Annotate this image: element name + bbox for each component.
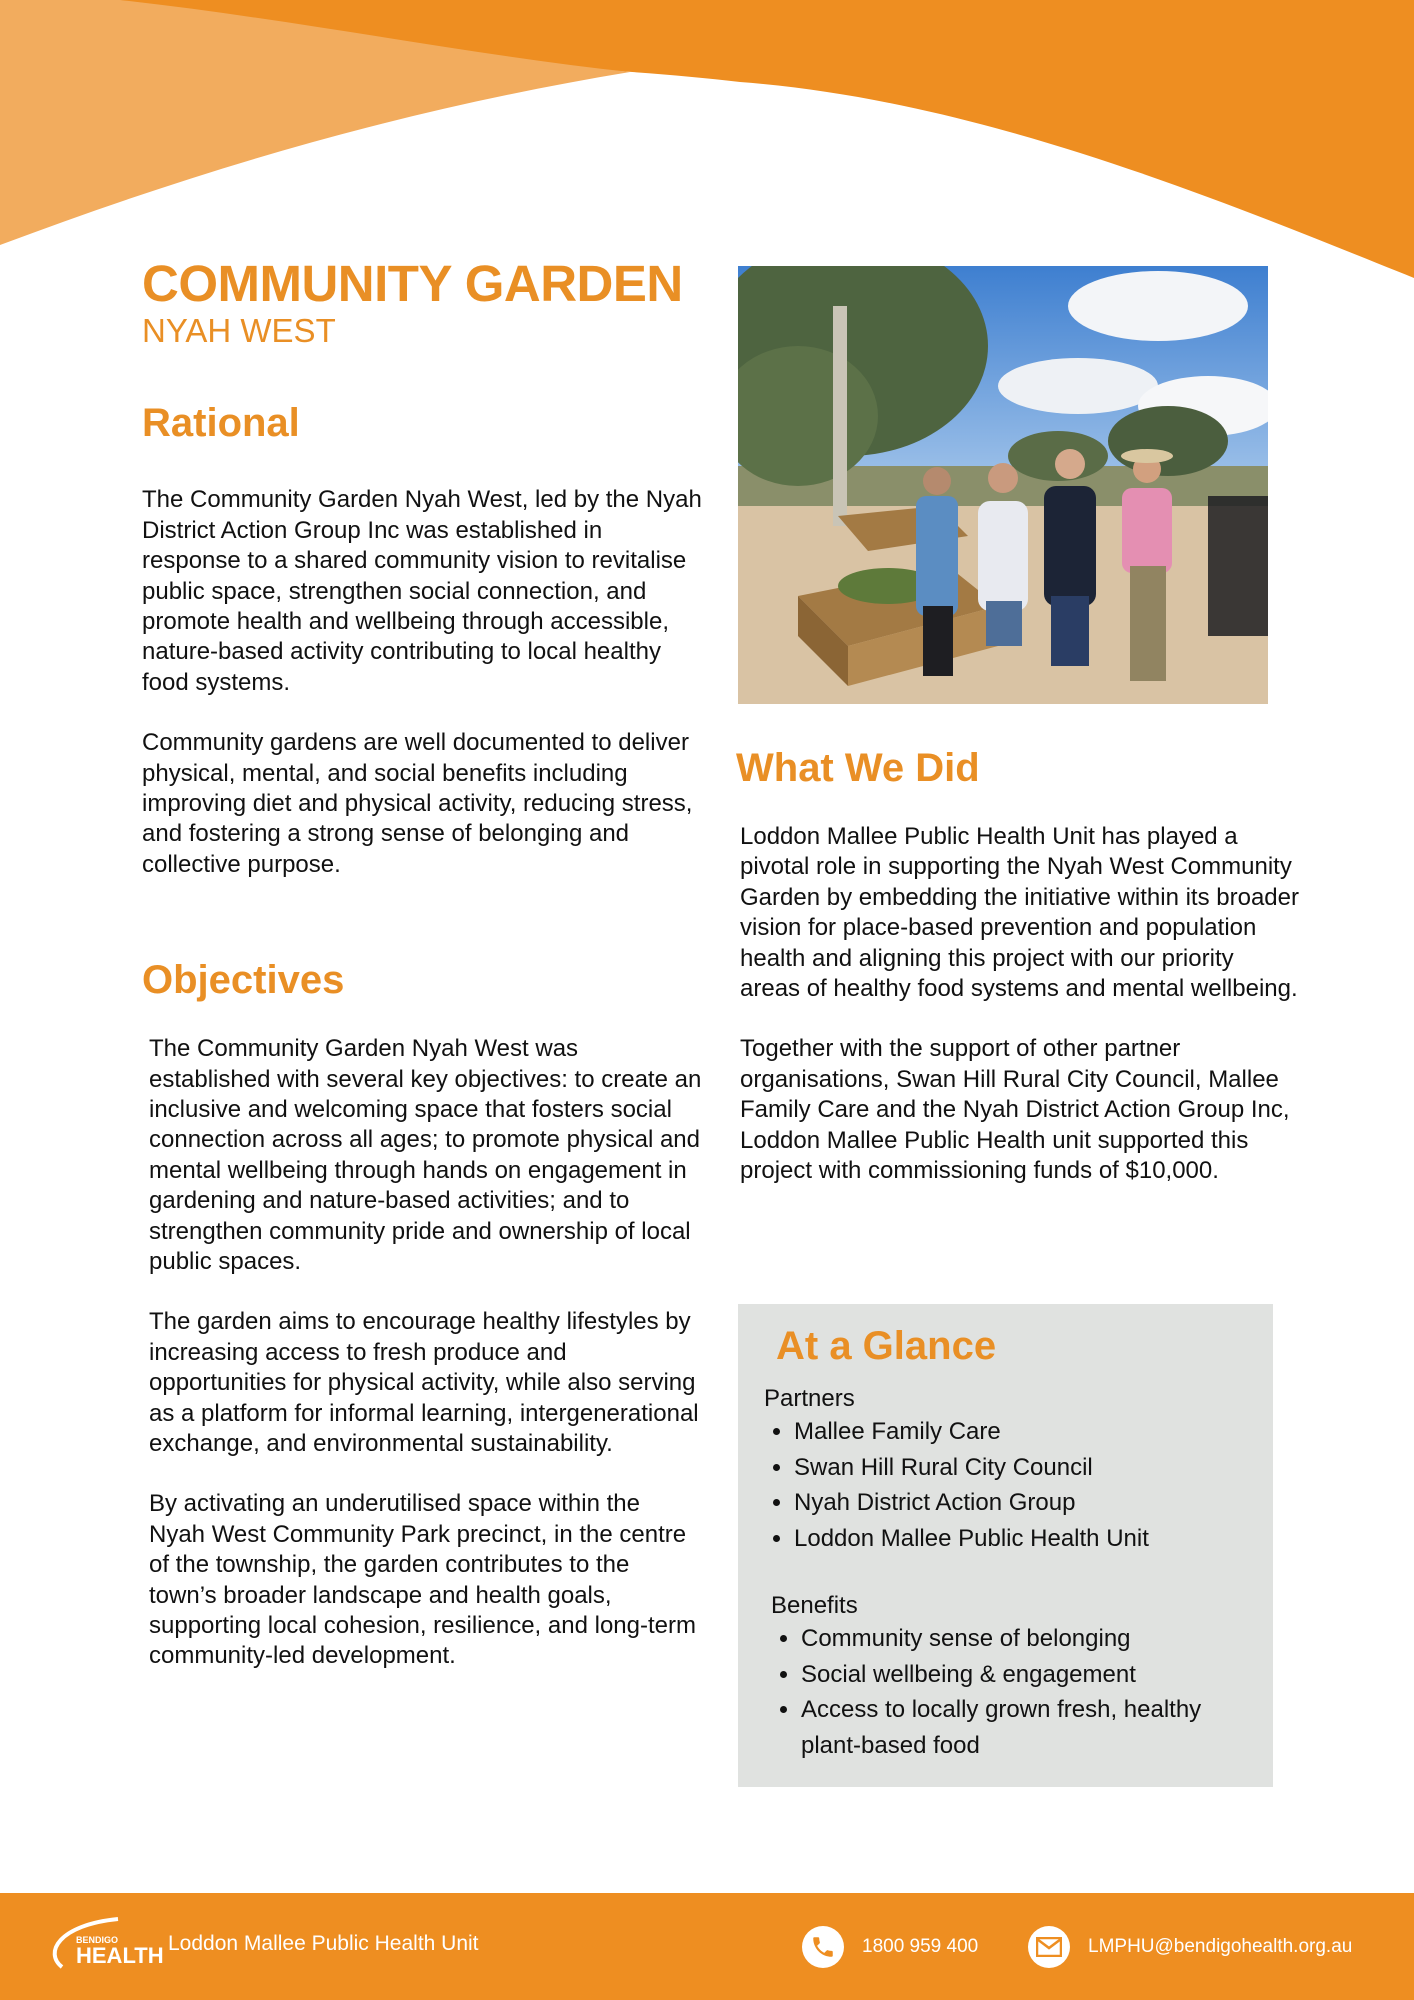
partners-list <box>764 1414 1264 1556</box>
rational-paragraph-2: Community gardens are well documented to deliver physical, mental, and social benefits including improving diet and physical activity, reducing stress, and fostering a strong sense of belonging and collective purpose. <box>142 729 693 878</box>
what-we-did-heading: What We Did <box>736 746 980 790</box>
phone-number: 1800 959 400 <box>862 1936 979 1957</box>
at-a-glance-box <box>738 1304 1273 1787</box>
bendigo-health-logo <box>48 1913 168 1979</box>
email-address: LMPHU@bendigohealth.org.au <box>1088 1936 1353 1957</box>
footer-phone[interactable] <box>802 1926 978 1968</box>
svg-text:HEALTH: HEALTH <box>76 1943 164 1968</box>
benefits-list <box>771 1621 1251 1763</box>
objectives-paragraph-1: The Community Garden Nyah West was established with several key objectives: to create an inclusive and welcoming space that fosters social connection across all ages; to promote physical and mental wellbeing through hands on engagement in gardening and nature-based activities; and to strengthen community pride and ownership of local public spaces. <box>149 1035 702 1276</box>
partner-item: • Swan Hill Rural City Council <box>794 1450 1264 1486</box>
page-title: COMMUNITY GARDEN <box>142 255 683 312</box>
envelope-icon <box>1028 1926 1070 1968</box>
benefits-label: Benefits <box>771 1592 858 1619</box>
rational-paragraph-1: The Community Garden Nyah West, led by the Nyah District Action Group Inc was established in response to a shared community vision to revitalise public space, strengthen social connection, and promote health and wellbeing through accessible, nature-based activity contributing to local healthy food systems. <box>142 486 702 696</box>
footer-email[interactable] <box>1028 1926 1352 1968</box>
svg-text:BENDIGO: BENDIGO <box>76 1935 119 1945</box>
partner-item: • Nyah District Action Group <box>794 1485 1264 1521</box>
header-wave <box>0 0 1414 290</box>
footer-org-name: Loddon Mallee Public Health Unit <box>168 1932 479 1955</box>
partners-label: Partners <box>764 1385 855 1412</box>
benefit-item: • Social wellbeing & engagement <box>801 1657 1251 1693</box>
what-we-did-paragraph-1: Loddon Mallee Public Health Unit has played a pivotal role in supporting the Nyah West Community Garden by embedding the initiative within its broader vision for place-based prevention and population health and aligning this project with our priority areas of healthy food systems and mental wellbeing. <box>740 823 1299 1003</box>
partner-item: • Mallee Family Care <box>794 1414 1264 1450</box>
benefit-item: • Community sense of belonging <box>801 1621 1251 1657</box>
at-a-glance-heading: At a Glance <box>776 1324 997 1368</box>
benefit-item: • Access to locally grown fresh, healthy plant-based food <box>801 1692 1251 1763</box>
footer <box>0 1893 1414 2000</box>
page-subtitle: NYAH WEST <box>142 312 336 349</box>
objectives-paragraph-2: The garden aims to encourage healthy lifestyles by increasing access to fresh produce and opportunities for physical activity, while also serving as a platform for informal learning, intergenerational exchange, and environmental sustainability. <box>149 1308 699 1458</box>
what-we-did-paragraph-2: Together with the support of other partner organisations, Swan Hill Rural City Council, Mallee Family Care and the Nyah District Action Group Inc, Loddon Mallee Public Health unit supported this project with commissioning funds of $10,000. <box>740 1035 1290 1185</box>
partner-item: • Loddon Mallee Public Health Unit <box>794 1521 1264 1557</box>
objectives-paragraph-3: By activating an underutilised space within the Nyah West Community Park precinct, in the centre of the township, the garden contributes to the town’s broader landscape and health goals, supporting local cohesion, resilience, and long-term community-led development. <box>149 1490 696 1670</box>
objectives-heading: Objectives <box>142 958 345 1003</box>
left-column <box>142 255 702 1672</box>
rational-heading: Rational <box>142 401 300 446</box>
garden-photo <box>738 266 1268 704</box>
phone-icon <box>802 1926 844 1968</box>
